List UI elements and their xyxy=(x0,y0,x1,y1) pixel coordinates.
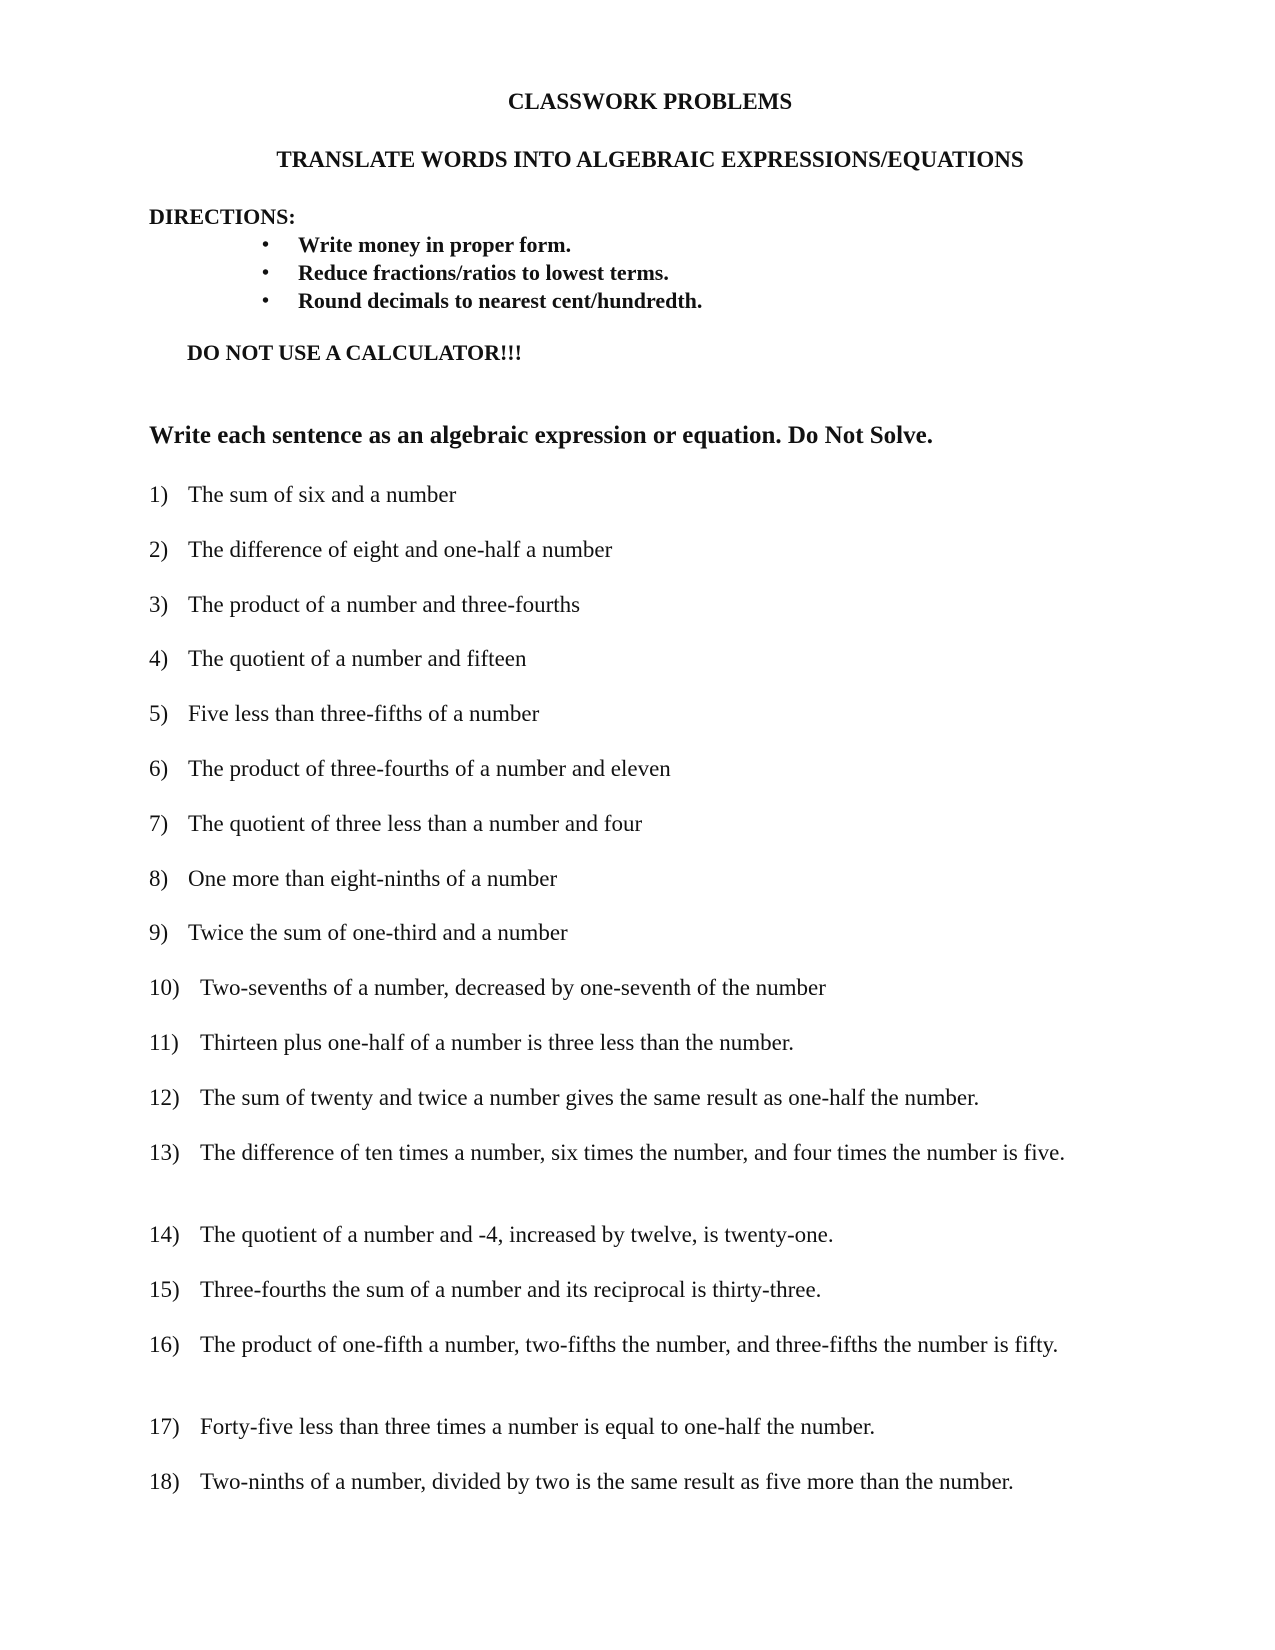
problem-item xyxy=(149,1139,1109,1167)
directions-item-text: Round decimals to nearest cent/hundredth. xyxy=(298,288,703,313)
bullet-icon: • xyxy=(262,262,270,284)
problem-number: 3) xyxy=(149,592,169,617)
directions-label: DIRECTIONS: xyxy=(149,204,296,229)
problem-item xyxy=(149,919,1109,947)
bullet-icon: • xyxy=(262,234,270,256)
problem-text: The product of one-fifth a number, two-fifths the number, and three-fifths the number is fifty. xyxy=(200,1332,1059,1357)
problem-text: The difference of ten times a number, six times the number, and four times the number is five. xyxy=(200,1140,1066,1165)
problem-item xyxy=(149,810,1109,838)
problem-item xyxy=(149,1413,1109,1441)
problem-number: 18) xyxy=(149,1469,180,1494)
problem-text: The difference of eight and one-half a number xyxy=(188,537,613,562)
problem-item xyxy=(149,1331,1109,1359)
problem-text: The quotient of three less than a number and four xyxy=(188,811,643,836)
directions-item xyxy=(262,287,702,315)
bullet-icon: • xyxy=(262,290,270,312)
problem-item xyxy=(149,865,1109,893)
problem-text: Forty-five less than three times a number is equal to one-half the number. xyxy=(200,1414,876,1439)
problem-number: 14) xyxy=(149,1222,180,1247)
problem-number: 17) xyxy=(149,1414,180,1439)
problem-item xyxy=(149,755,1109,783)
directions-item-text: Write money in proper form. xyxy=(298,232,572,257)
problem-number: 8) xyxy=(149,866,169,891)
problem-text: The product of three-fourths of a number and eleven xyxy=(188,756,671,781)
problem-text: Two-sevenths of a number, decreased by one-seventh of the number xyxy=(200,975,826,1000)
problem-number: 2) xyxy=(149,537,169,562)
problem-number: 5) xyxy=(149,701,169,726)
problem-text: The sum of twenty and twice a number gives the same result as one-half the number. xyxy=(200,1085,980,1110)
problem-item xyxy=(149,645,1109,673)
problem-item xyxy=(149,481,1109,509)
page-title: CLASSWORK PROBLEMS xyxy=(507,89,793,114)
problem-number: 7) xyxy=(149,811,169,836)
calculator-warning: DO NOT USE A CALCULATOR!!! xyxy=(187,340,522,365)
directions-item xyxy=(262,231,702,259)
directions-item-text: Reduce fractions/ratios to lowest terms. xyxy=(298,260,669,285)
directions-list xyxy=(262,231,702,315)
problem-number: 13) xyxy=(149,1140,180,1165)
problem-text: The quotient of a number and fifteen xyxy=(188,646,527,671)
problem-text: The sum of six and a number xyxy=(188,482,457,507)
problem-text: One more than eight-ninths of a number xyxy=(188,866,558,891)
problem-number: 4) xyxy=(149,646,169,671)
problem-text: Three-fourths the sum of a number and its reciprocal is thirty-three. xyxy=(200,1277,822,1302)
problem-item xyxy=(149,1221,1109,1249)
problem-number: 10) xyxy=(149,975,180,1000)
problem-text: Two-ninths of a number, divided by two is the same result as five more than the number. xyxy=(200,1469,1014,1494)
problem-number: 12) xyxy=(149,1085,180,1110)
problem-item xyxy=(149,700,1109,728)
problem-number: 15) xyxy=(149,1277,180,1302)
problem-text: The quotient of a number and -4, increased by twelve, is twenty-one. xyxy=(200,1222,834,1247)
directions-item xyxy=(262,259,702,287)
problem-item xyxy=(149,1084,1109,1112)
problem-text: Twice the sum of one-third and a number xyxy=(188,920,568,945)
page-subtitle: TRANSLATE WORDS INTO ALGEBRAIC EXPRESSIONS/EQUATIONS xyxy=(276,147,1024,172)
problem-item xyxy=(149,1276,1109,1304)
problem-number: 11) xyxy=(149,1030,179,1055)
problem-item xyxy=(149,974,1109,1002)
problem-number: 1) xyxy=(149,482,169,507)
problem-item xyxy=(149,1029,1109,1057)
problem-text: The product of a number and three-fourths xyxy=(188,592,581,617)
instructions: Write each sentence as an algebraic expression or equation. Do Not Solve. xyxy=(149,422,933,449)
problem-number: 9) xyxy=(149,920,169,945)
problem-number: 16) xyxy=(149,1332,180,1357)
problem-item xyxy=(149,536,1109,564)
problem-item xyxy=(149,591,1109,619)
problem-number: 6) xyxy=(149,756,169,781)
problem-text: Five less than three-fifths of a number xyxy=(188,701,540,726)
problem-text: Thirteen plus one-half of a number is three less than the number. xyxy=(200,1030,794,1055)
problem-item xyxy=(149,1468,1109,1496)
